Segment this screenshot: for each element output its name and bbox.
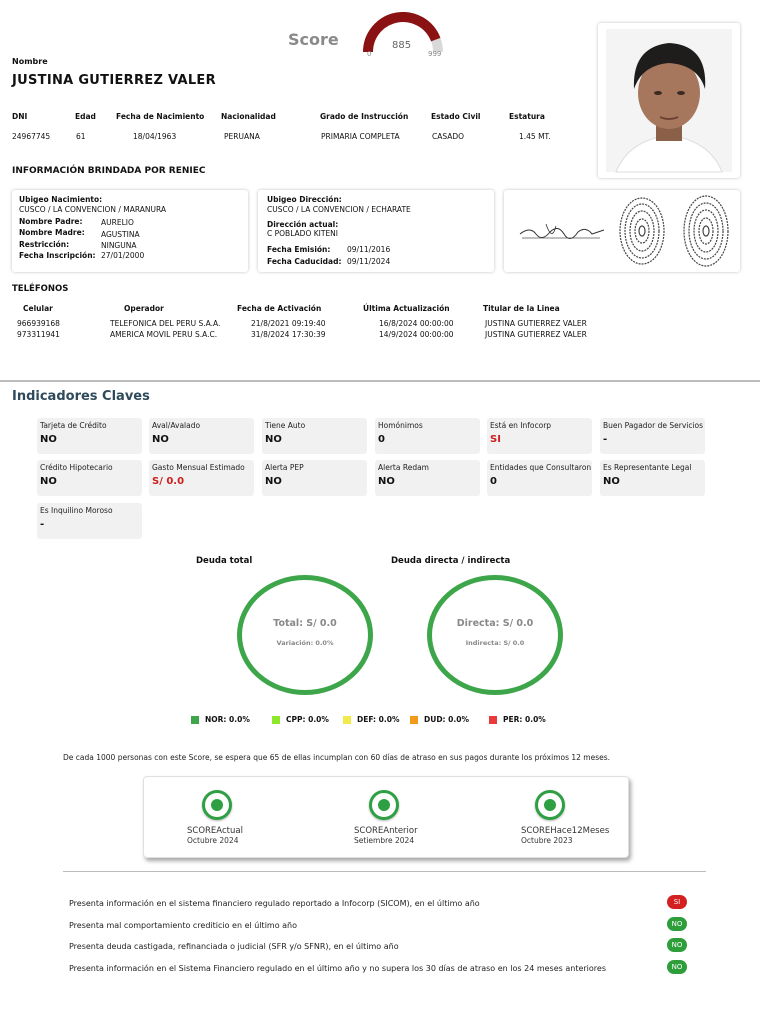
kpi-label: Buen Pagador de Servicios [603, 421, 704, 430]
gauge-max: 999 [428, 50, 442, 58]
reniec-card-address [258, 190, 494, 272]
person-photo [598, 23, 740, 178]
kpi-label: Homónimos [378, 421, 423, 430]
inscription-label: Fecha Inscripción: [19, 251, 96, 260]
name-label: Nombre [12, 57, 48, 66]
condition-text: Presenta deuda castigada, refinanciada o judicial (SFR y/o SFNR), en el último año [69, 942, 399, 951]
score-history-period: Octubre 2024 [187, 836, 239, 845]
kpi-label: Tarjeta de Crédito [40, 421, 107, 430]
education-value: PRIMARIA COMPLETA [321, 132, 400, 141]
kpi-guarantor [149, 418, 254, 454]
kpi-redam-alert [375, 460, 480, 496]
legend-swatch [489, 716, 497, 724]
legend-label: DUD: 0.0% [424, 715, 469, 724]
legend-nor [191, 715, 250, 724]
phone-number: 966939168 [17, 319, 60, 328]
kpi-legal-rep [600, 460, 705, 496]
reniec-card-birth [12, 190, 248, 272]
legend-swatch [410, 716, 418, 724]
phone-activation: 31/8/2024 17:30:39 [251, 330, 326, 339]
ubigeo-birth-label: Ubigeo Nacimiento: [19, 195, 103, 204]
dni-value: 24967745 [12, 132, 51, 141]
phone-operator: TELEFONICA DEL PERU S.A.A. [110, 319, 221, 328]
fingerprint-left-image [616, 195, 668, 267]
section-divider [0, 380, 760, 382]
legend-label: DEF: 0.0% [357, 715, 400, 724]
legend-cpp [272, 715, 329, 724]
kpi-label: Está en Infocorp [490, 421, 552, 430]
condition-badge: NO [667, 960, 687, 974]
debt-total-amount: Total: S/ 0.0 [273, 618, 337, 629]
kpi-value: NO [265, 434, 282, 445]
kpi-monthly-spend [149, 460, 254, 496]
issue-date-label: Fecha Emisión: [267, 245, 331, 254]
phone-updated: 16/8/2024 00:00:00 [379, 319, 454, 328]
kpi-consulting-entities [487, 460, 592, 496]
debt-total-ring [237, 575, 373, 695]
legend-label: NOR: 0.0% [205, 715, 250, 724]
kpi-label: Es Representante Legal [603, 463, 692, 472]
score-history-period: Setiembre 2024 [354, 836, 415, 845]
score-status-icon [202, 790, 232, 820]
civil-status-value: CASADO [432, 132, 465, 141]
ubigeo-address-value: CUSCO / LA CONVENCION / ECHARATE [267, 205, 411, 214]
kpi-pep-alert [262, 460, 367, 496]
kpi-value: NO [40, 476, 57, 487]
kpi-homonyms [375, 418, 480, 454]
score-history-title: SCOREAnterior [354, 826, 418, 836]
kpi-label: Aval/Avalado [152, 421, 201, 430]
kpi-label: Gasto Mensual Estimado [152, 463, 245, 472]
debt-direct-ring [427, 575, 563, 695]
kpi-label: Crédito Hipotecario [40, 463, 113, 472]
score-history-previous [354, 790, 418, 845]
height-value: 1.45 MT. [519, 132, 551, 141]
kpi-label: Tiene Auto [265, 421, 306, 430]
debt-indirect-amount: Indirecta: S/ 0.0 [465, 639, 525, 647]
person-name: JUSTINA GUTIERREZ VALER [12, 73, 216, 88]
debt-direct-amount: Directa: S/ 0.0 [456, 618, 534, 629]
condition-badge: SI [667, 895, 687, 909]
score-history-current [187, 790, 243, 845]
score-status-icon [535, 790, 565, 820]
phone-holder: JUSTINA GUTIERREZ VALER [485, 330, 587, 339]
condition-text: Presenta información en el sistema financiero regulado reportado a Infocorp (SICOM), en el último año [69, 899, 480, 908]
kpi-value: S/ 0.0 [152, 476, 185, 487]
reniec-card-biometrics [504, 190, 740, 272]
legend-label: PER: 0.0% [503, 715, 546, 724]
address-value: C POBLADO KITENI [267, 229, 339, 238]
kpi-value: 0 [490, 476, 497, 487]
legend-dud [410, 715, 469, 724]
phone-number: 973311941 [17, 330, 60, 339]
edad-label: Edad [75, 112, 96, 121]
phones-col-cellular: Celular [23, 304, 53, 313]
nationality-label: Nacionalidad [221, 112, 276, 121]
edad-value: 61 [76, 132, 86, 141]
debt-total-variation: Variación: 0.0% [276, 639, 334, 647]
phones-col-operator: Operador [124, 304, 164, 313]
expiry-date-label: Fecha Caducidad: [267, 257, 342, 266]
father-label: Nombre Padre: [19, 217, 83, 226]
conditions-divider [63, 871, 706, 872]
phones-col-updated: Última Actualización [363, 304, 450, 313]
kpi-label: Alerta Redam [378, 463, 429, 472]
kpi-value: NO [40, 434, 57, 445]
legend-def [343, 715, 399, 724]
restriction-value: NINGUNA [101, 241, 137, 250]
kpi-infocorp [487, 418, 592, 454]
phone-operator: AMERICA MOVIL PERU S.A.C. [110, 330, 218, 339]
kpi-value: NO [603, 476, 620, 487]
photo-card [598, 23, 740, 178]
score-title: Score [288, 30, 339, 49]
ubigeo-address-label: Ubigeo Dirección: [267, 195, 342, 204]
fingerprint-right-image [680, 193, 732, 269]
kpi-label: Es Inquilino Moroso [40, 506, 113, 515]
kpi-value: NO [378, 476, 395, 487]
phones-title: TELÉFONOS [12, 284, 69, 294]
birthdate-value: 18/04/1963 [133, 132, 177, 141]
condition-badge: NO [667, 917, 687, 931]
debt-total-title: Deuda total [196, 556, 253, 566]
kpi-label: Entidades que Consultaron [490, 463, 592, 472]
phone-updated: 14/9/2024 00:00:00 [379, 330, 454, 339]
kpi-has-car [262, 418, 367, 454]
ubigeo-birth-value: CUSCO / LA CONVENCION / MARANURA [19, 205, 167, 214]
score-history-title: SCOREHace12Meses [521, 826, 610, 836]
kpi-value: NO [152, 434, 169, 445]
condition-text: Presenta información en el Sistema Financiero regulado en el último año y no supera los 30 días de atraso en los 24 meses anteriores [69, 964, 606, 973]
legend-swatch [191, 716, 199, 724]
score-history-period: Octubre 2023 [521, 836, 573, 845]
nationality-value: PERUANA [224, 132, 260, 141]
mother-label: Nombre Madre: [19, 228, 85, 237]
kpi-value: SI [490, 434, 501, 445]
score-history-12-months [521, 790, 609, 845]
issue-date-value: 09/11/2016 [347, 245, 391, 254]
legend-per [489, 715, 546, 724]
score-history-title: SCOREActual [187, 826, 243, 836]
legend-label: CPP: 0.0% [286, 715, 329, 724]
signature-image [516, 212, 608, 252]
phone-activation: 21/8/2021 09:19:40 [251, 319, 326, 328]
dni-label: DNI [12, 112, 28, 121]
score-value: 885 [392, 40, 412, 51]
inscription-value: 27/01/2000 [101, 251, 145, 260]
debt-direct-title: Deuda directa / indirecta [391, 556, 511, 566]
kpi-value: NO [265, 476, 282, 487]
father-value: AURELIO [101, 218, 134, 227]
condition-text: Presenta mal comportamiento crediticio en el último año [69, 921, 298, 930]
kpi-credit-card [37, 418, 142, 454]
expiry-date-value: 09/11/2024 [347, 257, 391, 266]
kpi-value: - [40, 519, 45, 530]
legend-swatch [272, 716, 280, 724]
phones-col-activation: Fecha de Activación [237, 304, 322, 313]
address-label: Dirección actual: [267, 220, 339, 229]
civil-status-label: Estado Civil [431, 112, 481, 121]
kpi-value: 0 [378, 434, 385, 445]
score-status-icon [369, 790, 399, 820]
education-label: Grado de Instrucción [320, 112, 409, 121]
kpi-defaulting-tenant [37, 503, 142, 539]
height-label: Estatura [509, 112, 545, 121]
kpi-value: - [603, 434, 608, 445]
legend-swatch [343, 716, 351, 724]
kpi-good-payer [600, 418, 705, 454]
phone-holder: JUSTINA GUTIERREZ VALER [485, 319, 587, 328]
indicators-title: Indicadores Claves [12, 389, 150, 404]
condition-badge: NO [667, 938, 687, 952]
kpi-mortgage [37, 460, 142, 496]
phones-col-holder: Titular de la Linea [483, 304, 560, 313]
birthdate-label: Fecha de Nacimiento [116, 112, 205, 121]
mother-value: AGUSTINA [101, 230, 140, 239]
kpi-label: Alerta PEP [265, 463, 304, 472]
reniec-title: INFORMACIÓN BRINDADA POR RENIEC [12, 166, 206, 176]
gauge-min: 0 [367, 50, 372, 58]
restriction-label: Restricción: [19, 240, 70, 249]
score-note: De cada 1000 personas con este Score, se espera que 65 de ellas incumplan con 60 días de atraso en sus pagos durante los próximos 12 meses. [63, 753, 611, 762]
